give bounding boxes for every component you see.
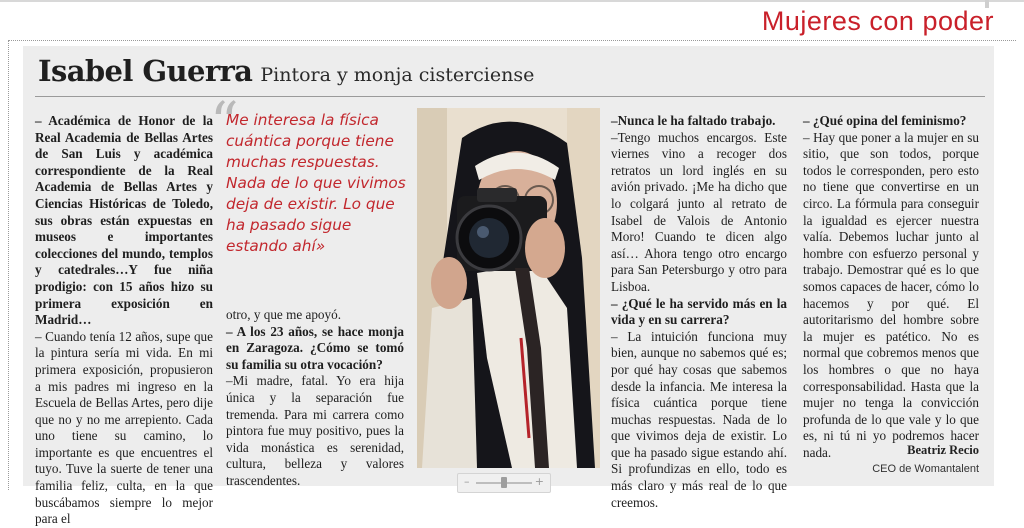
question-3: –Nunca le ha faltado trabajo.	[611, 113, 776, 128]
byline-role: CEO de Womantalent	[872, 463, 979, 475]
question-4: – ¿Qué le ha servido más en la vida y en su carrera?	[611, 295, 787, 328]
answer-2: –Mi madre, fatal. Yo era hija única y la separación fue tremenda. Para mi carrera como pintora fue muy positivo, pues la vida monástica es serenidad, cultura, belleza y valores trascendentes.	[226, 373, 404, 488]
byline-author: Beatriz Recio	[907, 443, 979, 457]
question-2: – A los 23 años, se hace monja en Zaragoza. ¿Cómo se tomó su familia su otra vocación?	[226, 323, 404, 372]
quote-mark-icon: “	[210, 91, 239, 156]
pull-quote: Me interesa la física cuántica porque tiene muchas respuestas. Nada de lo que vivimos deja de existir. Lo que ha pasado sigue estando ahí»	[226, 111, 406, 255]
zoom-slider-handle[interactable]	[501, 477, 507, 488]
answer-1: – Cuando tenía 12 años, supe que la pintura sería mi vida. En mi primera exposición, propusieron a mis padres mi ingreso en la Escuela de Bellas Artes, pero dije que no y no me arrepiento. Cada uno tiene su camino, lo importante es que encuentres el tuyo. Tuve la suerte de tener una familia feliz, culta, en la que buscábamos siempre lo mejor para el	[35, 328, 213, 527]
question-5: – ¿Qué opina del feminismo?	[803, 113, 967, 128]
headline-rule	[35, 96, 985, 97]
question-1: – Académica de Honor de la Real Academia de Bellas Artes de San Luis y académica correspondiente de la Real Academia de Bellas Artes y Ciencias Históricas de Toledo, sus obras están expuestas en museos e importantes colecciones del mundo, templos y catedrales…Y fue niña prodigio: con 15 años hizo su primera exposición en Madrid…	[35, 113, 213, 328]
article-column-2	[226, 307, 404, 490]
zoom-out-button[interactable]: –	[464, 475, 470, 488]
interviewee-name: Isabel Guerra	[38, 54, 253, 88]
answer-4: – La intuición funciona muy bien, aunque no sabemos qué es; por qué hay cosas que sabemos desde la infancia. Me interesa la física cuántica porque tiene muchas respuestas. Nada de lo que vivimos deja de existir. Lo que ha pasado sigue estando ahí. Si profundizas en ello, todo es más claro y más real de lo que creemos.	[611, 328, 787, 510]
article-photo	[417, 108, 600, 468]
interviewee-subtitle: Pintora y monja cisterciense	[260, 64, 535, 86]
answer-1-continued: otro, y que me apoyó.	[226, 307, 341, 322]
answer-5: – Hay que poner a la mujer en su sitio, que son todos, porque todos le corresponden, pero esto no tiene que convertirse en un circo. La fórmula para conseguir la igualdad es ejercer nuestra valía. Debemos luchar junto al hombre con esfuerzo personal y trabajo. Demostrar qué es lo que somos capaces de hacer, cómo lo hacemos y por qué. El autoritarismo del hombre sobre la mujer es patético. No es normal que cobremos menos que los hombres o que no haya corresponsabilidad. Hasta que la mujer no tenga la convicción profunda de lo que vale y lo que es, ni tú ni yo podremos hacer nada.	[803, 129, 979, 460]
top-rule	[0, 0, 1024, 2]
article-column-4	[803, 113, 979, 461]
byline	[872, 443, 979, 475]
answer-3: –Tengo muchos encargos. Este viernes vino a recoger dos retratos un lord inglés en su avión privado. ¡Me ha dicho que lo colgará junto al retrato de Isabel de Valois de Antonio Moro! Cuando te dicen algo así… Ahora tengo otro encargo para San Petersburgo y otro para Lisboa.	[611, 129, 787, 294]
section-title: Mujeres con poder	[761, 6, 994, 36]
article-column-1	[35, 113, 213, 528]
zoom-in-button[interactable]: +	[534, 475, 544, 488]
article-column-3	[611, 113, 787, 511]
dotted-border-top	[8, 40, 1016, 41]
zoom-control[interactable]	[457, 473, 551, 493]
article-headline	[38, 54, 534, 88]
dotted-border-left	[8, 40, 9, 490]
